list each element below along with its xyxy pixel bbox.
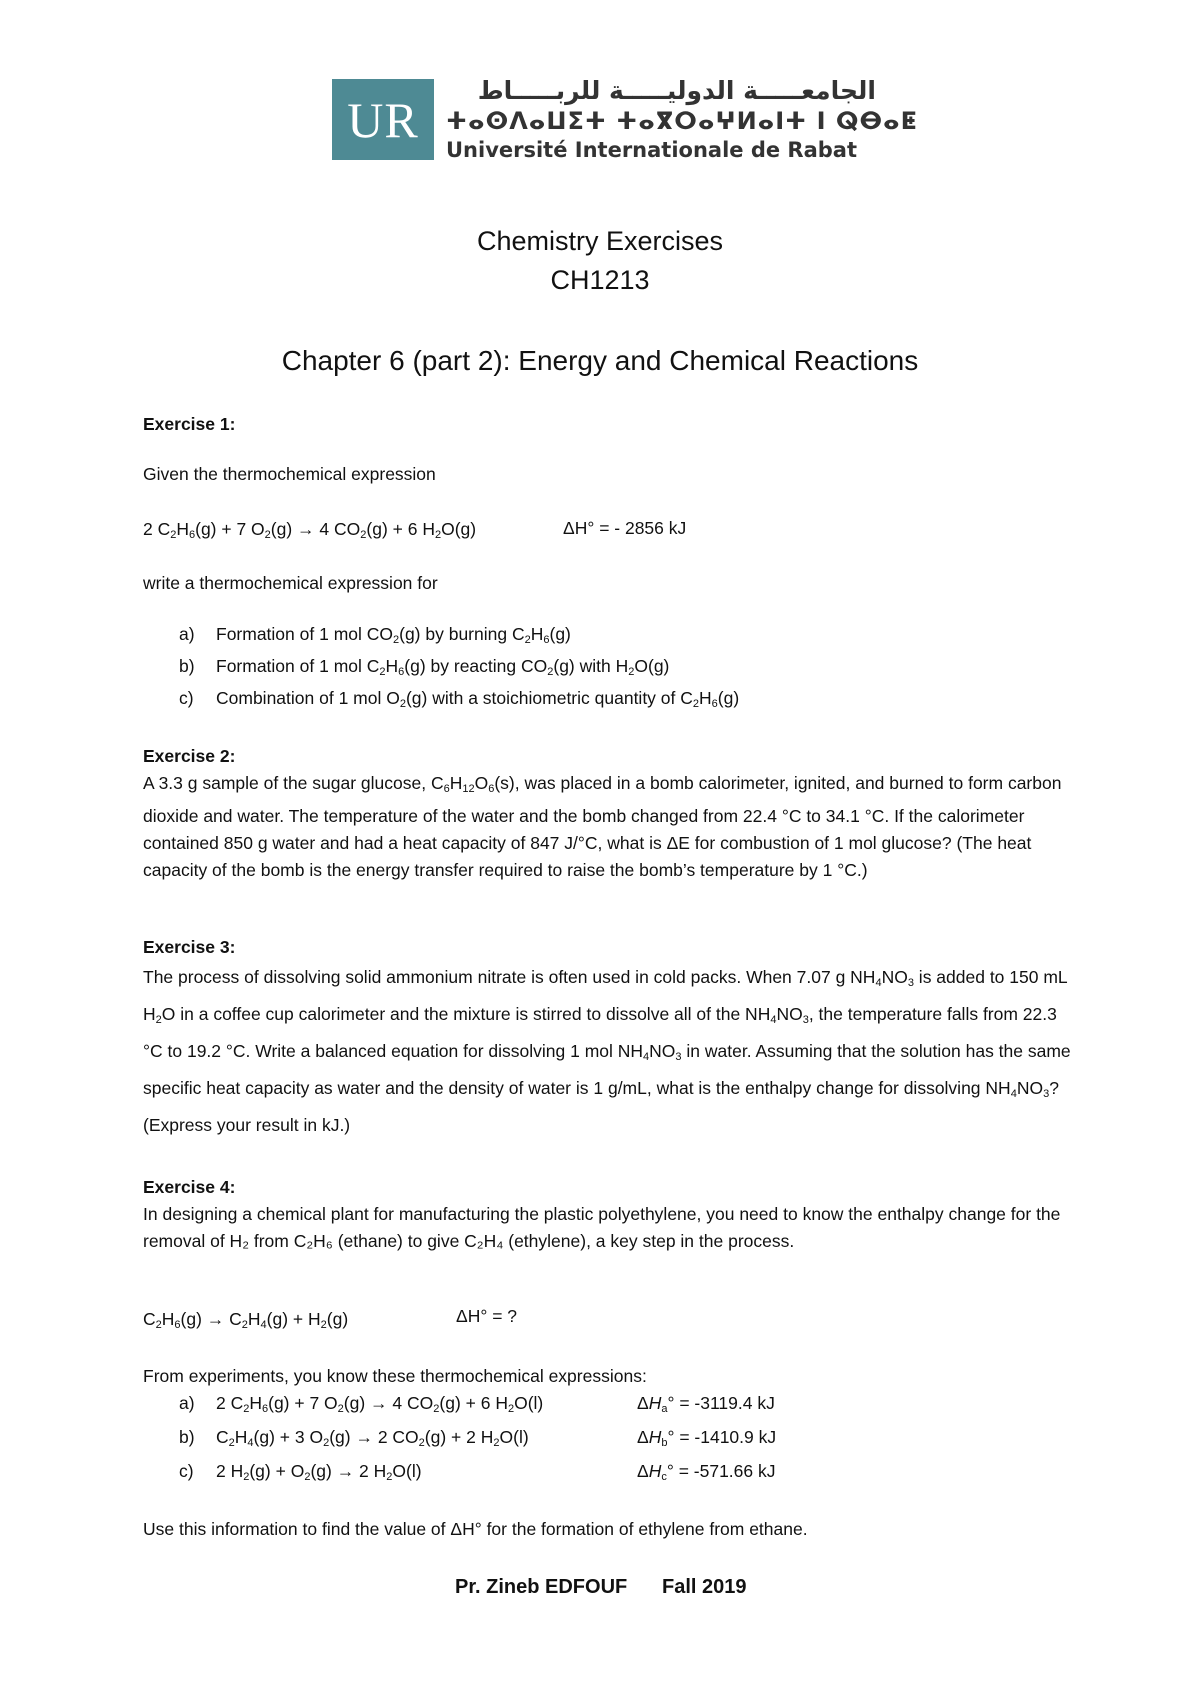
exercise-4-item-b-letter: b) [179,1427,195,1447]
logo-initials: UR [347,91,419,148]
course-code: CH1213 [550,265,650,295]
exercise-1-item-a: Formation of 1 mol $CO_2(g)$ by burning $C_2H_6(g)$ [216,624,571,646]
exercise-4-item-c-letter: c) [179,1461,194,1481]
exercise-2-heading: Exercise 2: [143,746,236,766]
exercise-4-equation: $C_2H_6(g) \to C_2H_4(g) + H_2(g)$ [143,1309,349,1331]
footer-author: Pr. Zineb EDFOUF [455,1576,628,1598]
exercise-3-text [143,962,1073,1141]
document-title: Chemistry Exercises [476,226,724,256]
exercise-2-paragraph: A 3.3 g sample of the sugar glucose, $C_6H_{12}O_6(s)$, was placed in a bomb calorimeter, ignited, and burned to form carbon dioxide and water. The temperature of the water and the bomb changed from 22.4 °C to 34.1 °C. If the calorimeter contained 850 g water and had a heat capacity of 847 J/°C, what is ΔE for combustion of 1 mol glucose? (The heat capacity of the bomb is the energy transfer required to raise the bomb’s temperature by 1 °C.) [143,773,1062,880]
exercise-4-item-a-delta-h: $\Delta H_a^\circ = -3119.4$ kJ [637,1393,775,1415]
exercise-3-paragraph: The process of dissolving solid ammonium nitrate is often used in cold packs. When 7.07 g $NH_4NO_3$ is added to 150 mL $H_2O$ in a coffee cup calorimeter and the mixture is stirred to dissolve all of the $NH_4NO_3$, the temperature falls from 22.3 °C to 19.2 °C. Write a balanced equation for dissolving 1 mol $NH_4NO_3$ in water. Assuming that the solution has the same specific heat capacity as water and the density of water is 1 g/mL, what is the enthalpy change for dissolving $NH_4NO_3$? (Express your result in kJ.) [143,967,1071,1135]
exercise-4-item-b-delta-h: $\Delta H_b^\circ = -1410.9$ kJ [637,1427,777,1449]
university-logo [332,79,434,160]
exercise-1-intro: Given the thermochemical expression [143,464,436,484]
logo-tifinagh-name: ⵜⴰⵙⴷⴰⵡⵉⵜ ⵜⴰⴳⵔⴰⵖⵍⴰⵏⵜ ⵏ ⵕⴱⴰⵟ [446,107,919,135]
exercise-3-heading: Exercise 3: [143,937,236,957]
chapter-title: Chapter 6 (part 2): Energy and Chemical Reactions [281,345,919,376]
exercise-4-heading: Exercise 4: [143,1177,236,1197]
exercise-1-item-b-letter: b) [179,656,195,676]
exercise-4-item-a: 2 $C_2H_6(g) + 7$ $O_2(g) \to 4$ $CO_2(g) + 6$ $H_2O(l)$ [216,1393,544,1415]
exercise-4-item-c: 2 $H_2(g) + O_2(g) \to 2$ $H_2O(l)$ [216,1461,422,1483]
exercise-1-heading: Exercise 1: [143,414,236,434]
logo-arabic-name: الجامعـــــة الدوليـــــة للربـــــاط [477,76,876,105]
exercise-4-item-c-delta-h: $\Delta H_c^\circ = -571.66$ kJ [637,1461,776,1483]
exercise-1-equation: 2 $C_2H_6(g) + 7$ $O_2(g) \to 4$ $CO_2(g) + 6$ $H_2O(g)$ [143,519,477,541]
exercise-1-delta-h: ΔH° = - 2856 kJ [563,518,687,538]
exercise-4-paragraph: In designing a chemical plant for manufacturing the plastic polyethylene, you need to know the enthalpy change for the removal of H₂ from C₂H₆ (ethane) to give C₂H₄ (ethylene), a key step in the process. [143,1204,1061,1251]
exercise-4-text [143,1201,1073,1255]
footer-term: Fall 2019 [662,1576,747,1598]
exercise-1-item-c: Combination of 1 mol $O_2(g)$ with a stoichiometric quantity of $C_2H_6(g)$ [216,688,740,710]
exercise-4-item-a-letter: a) [179,1393,195,1413]
exercise-2-text [143,770,1073,884]
exercise-1-item-b: Formation of 1 mol $C_2H_6(g)$ by reacting $CO_2(g)$ with $H_2O(g)$ [216,656,670,678]
exercise-4-intro: From experiments, you know these thermochemical expressions: [143,1366,647,1386]
exercise-1-item-a-letter: a) [179,624,195,644]
logo-french-name: Université Internationale de Rabat [446,138,858,162]
exercise-4-conclusion: Use this information to find the value of ΔH° for the formation of ethylene from ethane. [143,1519,808,1539]
exercise-4-delta-h: ΔH° = ? [456,1306,518,1326]
exercise-4-item-b: $C_2H_4(g) + 3$ $O_2(g) \to 2$ $CO_2(g) + 2$ $H_2O(l)$ [216,1427,529,1449]
exercise-1-prompt: write a thermochemical expression for [143,573,438,593]
exercise-1-item-c-letter: c) [179,688,194,708]
